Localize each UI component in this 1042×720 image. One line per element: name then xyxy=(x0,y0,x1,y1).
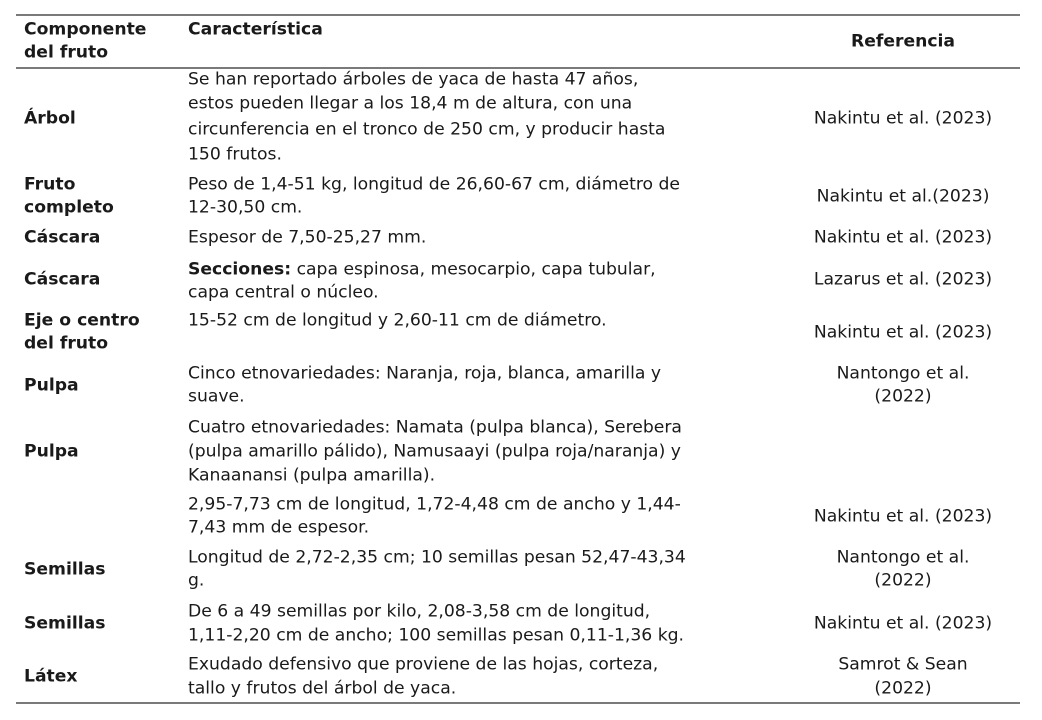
row-reference: Nakintu et al. (2023) xyxy=(813,506,993,527)
row-component: Semillas xyxy=(24,613,106,634)
row-text: 2,95-7,73 cm de longitud, 1,72-4,48 cm de ancho y 1,44- xyxy=(188,494,681,515)
row-reference: Samrot & Sean xyxy=(838,654,968,675)
row-text: Longitud de 2,72-2,35 cm; 10 semillas pesan 52,47-43,34 xyxy=(188,547,686,568)
row-component: Árbol xyxy=(24,108,76,129)
row-reference: (2022) xyxy=(874,570,932,591)
row-reference: (2022) xyxy=(874,386,932,407)
row-text: tallo y frutos del árbol de yaca. xyxy=(188,678,457,699)
header-component: Componente xyxy=(24,19,147,40)
row-text: 7,43 mm de espesor. xyxy=(188,517,370,538)
row-reference: Nakintu et al. (2023) xyxy=(813,322,993,343)
row-reference: Nantongo et al. xyxy=(836,363,970,384)
row-text: estos pueden llegar a los 18,4 m de altura, con una xyxy=(188,93,633,114)
row-text-bold: Secciones: xyxy=(188,259,292,280)
row-component: completo xyxy=(24,197,114,218)
row-reference: Lazarus et al. (2023) xyxy=(813,269,993,290)
row-component: del fruto xyxy=(24,333,109,354)
row-text: 12-30,50 cm. xyxy=(188,197,303,218)
row-text: 1,11-2,20 cm de ancho; 100 semillas pesan 0,11-1,36 kg. xyxy=(188,625,685,646)
row-text: 15-52 cm de longitud y 2,60-11 cm de diámetro. xyxy=(188,310,607,331)
row-text: De 6 a 49 semillas por kilo, 2,08-3,58 cm de longitud, xyxy=(188,601,651,622)
row-reference: (2022) xyxy=(874,678,932,699)
row-text: (pulpa amarillo pálido), Namusaayi (pulpa roja/naranja) y xyxy=(188,441,681,462)
row-text: Espesor de 7,50-25,27 mm. xyxy=(188,227,427,248)
row-reference: Nakintu et al. (2023) xyxy=(813,613,993,634)
row-text-rest: capa espinosa, mesocarpio, capa tubular, xyxy=(291,259,656,280)
row-reference: Nakintu et al.(2023) xyxy=(816,186,990,207)
row-text: Exudado defensivo que proviene de las hojas, corteza, xyxy=(188,654,659,675)
row-reference: Nantongo et al. xyxy=(836,547,970,568)
row-component: Cáscara xyxy=(24,227,101,248)
row-reference: Nakintu et al. (2023) xyxy=(813,227,993,248)
row-component: Pulpa xyxy=(24,441,79,462)
row-text: g. xyxy=(188,570,205,591)
row-text: Se han reportado árboles de yaca de hasta 47 años, xyxy=(188,69,639,90)
row-text: Kanaanansi (pulpa amarilla). xyxy=(188,465,436,486)
row-component: Semillas xyxy=(24,559,106,580)
row-component: Eje o centro xyxy=(24,310,140,331)
bottom-rule xyxy=(16,702,1020,704)
row-text: capa central o núcleo. xyxy=(188,282,379,303)
row-text: Peso de 1,4-51 kg, longitud de 26,60-67 cm, diámetro de xyxy=(188,174,680,195)
top-rule xyxy=(16,14,1020,16)
row-text: circunferencia en el tronco de 250 cm, y producir hasta xyxy=(188,119,666,140)
row-component: Fruto xyxy=(24,174,76,195)
row-component: Látex xyxy=(24,666,78,687)
header-reference: Referencia xyxy=(850,31,956,52)
row-text: suave. xyxy=(188,386,245,407)
row-text: 150 frutos. xyxy=(188,144,282,165)
header-characteristic: Característica xyxy=(188,19,323,40)
row-component: Pulpa xyxy=(24,375,79,396)
row-text: Cuatro etnovariedades: Namata (pulpa blanca), Serebera xyxy=(188,417,682,438)
header-component: del fruto xyxy=(24,42,109,63)
row-component: Cáscara xyxy=(24,269,101,290)
row-reference: Nakintu et al. (2023) xyxy=(813,108,993,129)
row-text: Cinco etnovariedades: Naranja, roja, blanca, amarilla y xyxy=(188,363,662,384)
row-text xyxy=(188,259,656,282)
